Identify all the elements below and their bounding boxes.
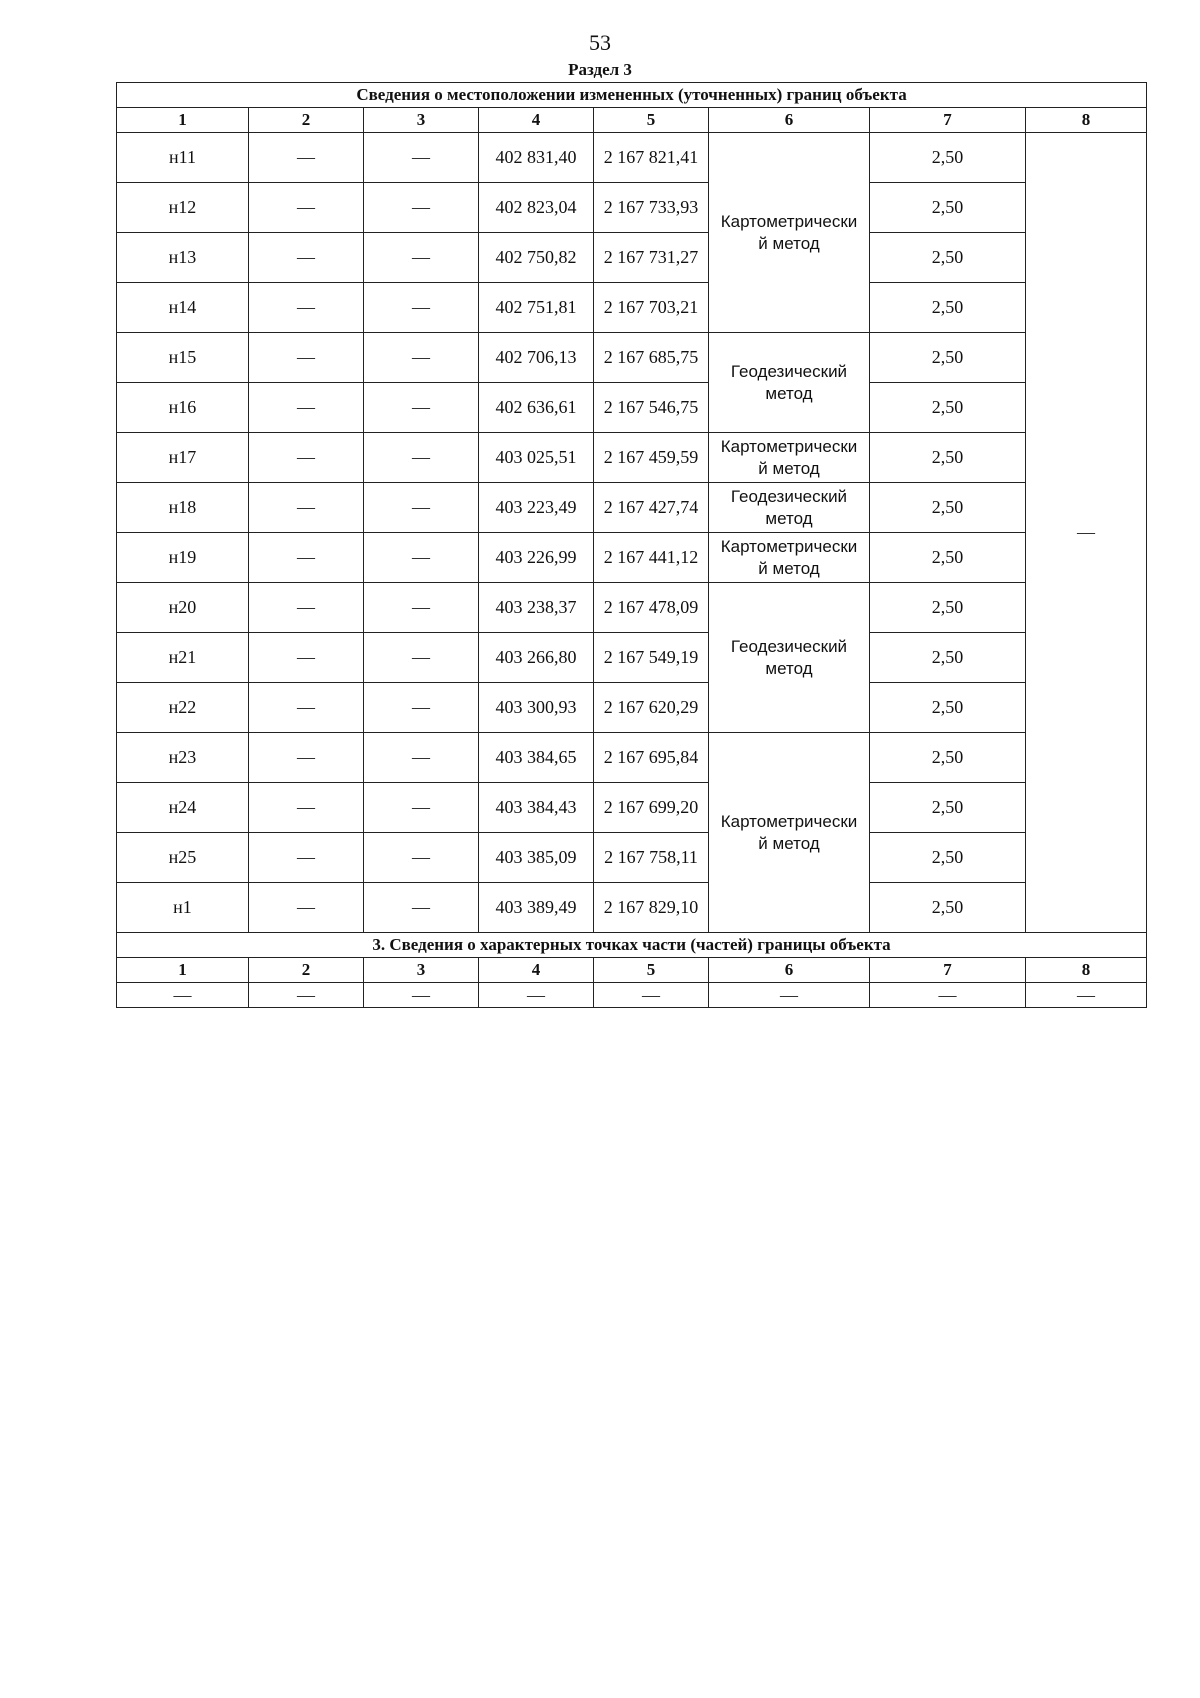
cell-col2: — [249,183,364,233]
table-row [117,483,1147,533]
coord-x: 403 226,99 [479,533,594,583]
cell-col2: — [249,683,364,733]
precision-value: 2,50 [870,683,1026,733]
cell-col3: — [364,383,479,433]
cell-col3: — [364,683,479,733]
cell-col2: — [249,433,364,483]
point-name: н11 [117,133,249,183]
precision-value: 2,50 [870,583,1026,633]
coord-y: 2 167 703,21 [594,283,709,333]
precision-value: 2,50 [870,533,1026,583]
table2-caption-row [117,933,1147,958]
column-header: 8 [1026,958,1147,983]
empty-cell: — [249,983,364,1008]
coord-x: 403 389,49 [479,883,594,933]
column-header: 6 [709,958,870,983]
point-name: н23 [117,733,249,783]
cell-col3: — [364,233,479,283]
empty-cell: — [1026,983,1147,1008]
table-row [117,683,1147,733]
coord-x: 402 636,61 [479,383,594,433]
column-header: 1 [117,108,249,133]
method-cell: Геодезический метод [709,583,870,733]
table-row [117,833,1147,883]
table-row [117,783,1147,833]
point-name: н15 [117,333,249,383]
table2-caption: 3. Сведения о характерных точках части (частей) границы объекта [117,933,1147,958]
precision-value: 2,50 [870,833,1026,883]
cell-col3: — [364,533,479,583]
coord-x: 403 384,65 [479,733,594,783]
column-header: 3 [364,108,479,133]
method-cell: Геодезический метод [709,333,870,433]
coord-y: 2 167 427,74 [594,483,709,533]
table-row [117,333,1147,383]
coord-x: 403 384,43 [479,783,594,833]
cell-col3: — [364,733,479,783]
coord-y: 2 167 699,20 [594,783,709,833]
cell-col2: — [249,333,364,383]
coord-y: 2 167 549,19 [594,633,709,683]
boundary-points-table [116,82,1147,1008]
column-header: 2 [249,958,364,983]
cell-col2: — [249,283,364,333]
cell-col2: — [249,583,364,633]
table-row [117,733,1147,783]
precision-value: 2,50 [870,133,1026,183]
point-name: н21 [117,633,249,683]
precision-value: 2,50 [870,283,1026,333]
table1-caption: Сведения о местоположении измененных (уточненных) границ объекта [117,83,1147,108]
column-header: 7 [870,108,1026,133]
point-name: н13 [117,233,249,283]
precision-value: 2,50 [870,433,1026,483]
cell-col3: — [364,333,479,383]
point-name: н20 [117,583,249,633]
point-name: н14 [117,283,249,333]
method-cell: Картометрически й метод [709,733,870,933]
precision-value: 2,50 [870,233,1026,283]
cell-col3: — [364,583,479,633]
cell-col3: — [364,133,479,183]
column-header: 5 [594,958,709,983]
precision-value: 2,50 [870,883,1026,933]
column-header: 8 [1026,108,1147,133]
point-name: н16 [117,383,249,433]
precision-value: 2,50 [870,633,1026,683]
column-header: 5 [594,108,709,133]
coord-x: 402 750,82 [479,233,594,283]
page-number: 53 [589,30,611,55]
precision-value: 2,50 [870,333,1026,383]
cell-col2: — [249,833,364,883]
cell-col3: — [364,433,479,483]
method-cell: Картометрически й метод [709,433,870,483]
point-name: н19 [117,533,249,583]
coord-y: 2 167 441,12 [594,533,709,583]
cell-col3: — [364,283,479,333]
col8-merged-cell: — [1026,133,1147,933]
column-header: 7 [870,958,1026,983]
cell-col3: — [364,833,479,883]
column-header: 1 [117,958,249,983]
coord-x: 402 831,40 [479,133,594,183]
table2-row [117,983,1147,1008]
point-name: н25 [117,833,249,883]
coord-x: 402 706,13 [479,333,594,383]
method-cell: Картометрически й метод [709,533,870,583]
table-row [117,633,1147,683]
table-row [117,383,1147,433]
coord-x: 403 025,51 [479,433,594,483]
coord-x: 402 751,81 [479,283,594,333]
cell-col3: — [364,783,479,833]
empty-cell: — [479,983,594,1008]
table-row [117,433,1147,483]
coord-y: 2 167 829,10 [594,883,709,933]
cell-col3: — [364,883,479,933]
point-name: н17 [117,433,249,483]
column-header: 2 [249,108,364,133]
precision-value: 2,50 [870,483,1026,533]
empty-cell: — [709,983,870,1008]
coord-y: 2 167 478,09 [594,583,709,633]
empty-cell: — [870,983,1026,1008]
coord-x: 403 223,49 [479,483,594,533]
table2-header-row [117,958,1147,983]
coord-y: 2 167 685,75 [594,333,709,383]
table-row [117,533,1147,583]
table1-header-row [117,108,1147,133]
table-row [117,283,1147,333]
coord-x: 403 266,80 [479,633,594,683]
precision-value: 2,50 [870,783,1026,833]
point-name: н24 [117,783,249,833]
cell-col2: — [249,533,364,583]
coord-x: 403 385,09 [479,833,594,883]
coord-y: 2 167 459,59 [594,433,709,483]
table-row [117,233,1147,283]
point-name: н1 [117,883,249,933]
cell-col2: — [249,383,364,433]
cell-col3: — [364,483,479,533]
column-header: 6 [709,108,870,133]
precision-value: 2,50 [870,383,1026,433]
cell-col2: — [249,633,364,683]
cell-col2: — [249,483,364,533]
precision-value: 2,50 [870,183,1026,233]
column-header: 4 [479,108,594,133]
section-title: Раздел 3 [568,60,632,79]
cell-col3: — [364,633,479,683]
table-row [117,183,1147,233]
point-name: н22 [117,683,249,733]
cell-col2: — [249,783,364,833]
table1-caption-row [117,83,1147,108]
point-name: н12 [117,183,249,233]
coord-x: 403 300,93 [479,683,594,733]
point-name: н18 [117,483,249,533]
coord-y: 2 167 733,93 [594,183,709,233]
precision-value: 2,50 [870,733,1026,783]
coord-y: 2 167 620,29 [594,683,709,733]
table-row [117,133,1147,183]
cell-col3: — [364,183,479,233]
method-cell: Картометрически й метод [709,133,870,333]
coord-y: 2 167 546,75 [594,383,709,433]
empty-cell: — [117,983,249,1008]
cell-col2: — [249,883,364,933]
empty-cell: — [594,983,709,1008]
cell-col2: — [249,133,364,183]
coord-x: 402 823,04 [479,183,594,233]
coord-y: 2 167 758,11 [594,833,709,883]
cell-col2: — [249,733,364,783]
column-header: 4 [479,958,594,983]
empty-cell: — [364,983,479,1008]
method-cell: Геодезический метод [709,483,870,533]
cell-col2: — [249,233,364,283]
coord-y: 2 167 695,84 [594,733,709,783]
coord-x: 403 238,37 [479,583,594,633]
table-row [117,583,1147,633]
table-row [117,883,1147,933]
coord-y: 2 167 731,27 [594,233,709,283]
coord-y: 2 167 821,41 [594,133,709,183]
column-header: 3 [364,958,479,983]
